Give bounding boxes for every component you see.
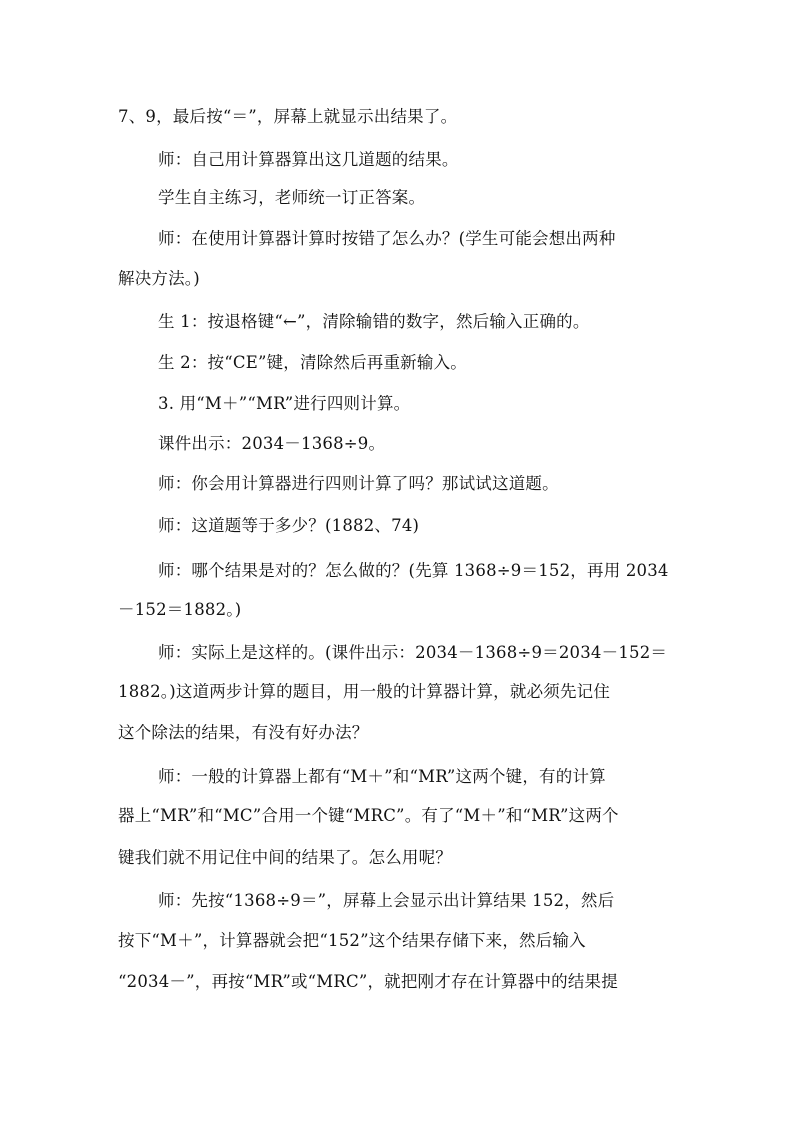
text-line-18: 器上“MR”和“MC”合用一个键“MRC”。有了“M＋”和“MR”这两个 <box>118 806 619 825</box>
text-line-22: “2034－”，再按“MR”或“MRC”，就把刚才存在计算器中的结果提 <box>118 972 618 991</box>
text-line-2: 师：自己用计算器算出这几道题的结果。 <box>158 150 459 169</box>
text-line-1: 7、9，最后按“＝”，屏幕上就显示出结果了。 <box>118 107 458 126</box>
text-line-13: －152＝1882。) <box>118 600 242 619</box>
text-line-16: 这个除法的结果，有没有好办法？ <box>118 723 369 742</box>
text-line-12: 师：哪个结果是对的？怎么做的？(先算 1368÷9＝152，再用 2034 <box>158 561 669 580</box>
text-line-17: 师：一般的计算器上都有“M＋”和“MR”这两个键，有的计算 <box>158 767 606 786</box>
text-line-20: 师：先按“1368÷9＝”，屏幕上会显示出计算结果 152，然后 <box>158 891 615 910</box>
text-line-14: 师：实际上是这样的。(课件出示：2034－1368÷9＝2034－152＝ <box>158 643 668 662</box>
text-line-6: 生 1：按退格键“←”，清除输错的数字，然后输入正确的。 <box>158 312 590 331</box>
text-line-5: 解决方法。) <box>118 269 200 288</box>
text-line-9: 课件出示：2034－1368÷9。 <box>158 434 386 453</box>
text-line-10: 师：你会用计算器进行四则计算了吗？那试试这道题。 <box>158 474 559 493</box>
text-line-4: 师：在使用计算器计算时按错了怎么办？(学生可能会想出两种 <box>158 229 616 248</box>
text-line-7: 生 2：按“CE”键，清除然后再重新输入。 <box>158 353 467 372</box>
text-line-19: 键我们就不用记住中间的结果了。怎么用呢？ <box>118 848 452 867</box>
text-line-3: 学生自主练习，老师统一订正答案。 <box>158 188 426 207</box>
text-line-11: 师：这道题等于多少？(1882、74) <box>158 516 420 535</box>
text-line-8: 3. 用“M＋”“MR”进行四则计算。 <box>158 394 411 413</box>
text-line-15: 1882。)这道两步计算的题目，用一般的计算器计算，就必须先记住 <box>118 682 611 701</box>
text-line-21: 按下“M＋”，计算器就会把“152”这个结果存储下来，然后输入 <box>118 931 586 950</box>
